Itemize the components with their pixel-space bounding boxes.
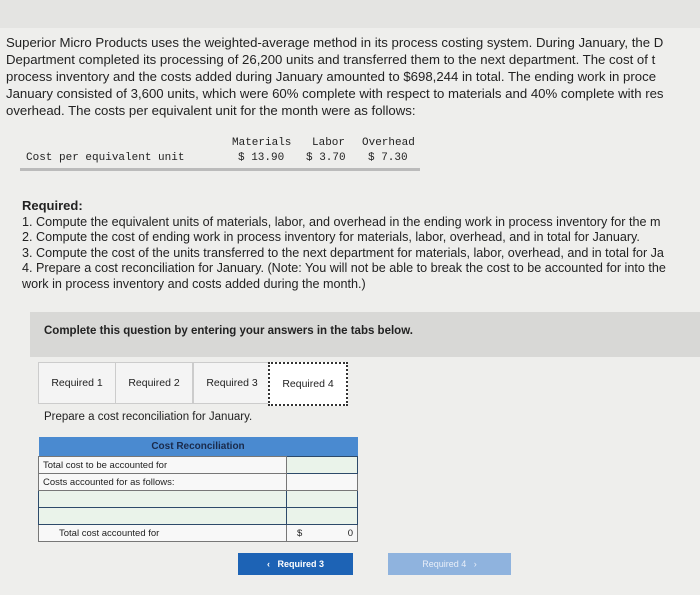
cost-item-amount-input-2[interactable] [287,508,358,525]
row-total-cost-to-account: Total cost to be accounted for [39,457,287,474]
problem-statement [6,34,700,119]
required-item: 4. Prepare a cost reconciliation for January. (Note: You will not be able to break the cost to be accounted for into the [22,261,666,275]
required-item: work in process inventory and costs added during the month.) [22,276,366,291]
header-labor: Labor [312,137,346,149]
intro-line: overhead. The costs per equivalent unit for the month were as follows: [6,103,416,118]
intro-line: January consisted of 3,600 units, which were 60% complete with respect to materials and 40% complete with res [6,86,664,101]
empty-cell [287,474,358,491]
row-costs-accounted-header: Costs accounted for as follows: [39,474,287,491]
total-value: 0 [347,527,353,539]
instruction-panel [30,312,700,357]
next-label: Required 4 [422,559,467,569]
table-rule [20,168,420,171]
cost-reconciliation-table [38,437,358,542]
top-bar [0,0,700,28]
required-item: 1. Compute the equivalent units of materials, labor, and overhead in the ending work in process inventory for the m [22,214,661,229]
cost-item-amount-input-1[interactable] [287,491,358,508]
total-cost-input[interactable] [287,457,358,474]
tab-required-2[interactable]: Required 2 [115,362,193,404]
instruction-text: Complete this question by entering your answers in the tabs below. [44,325,413,337]
intro-line: process inventory and the costs added during January amounted to $698,244 in total. The ending work in proce [6,69,657,84]
cost-item-label-input-1[interactable] [39,491,287,508]
next-required-4-button[interactable] [388,553,511,575]
header-materials: Materials [232,137,292,149]
required-section [22,198,666,292]
tab-required-4[interactable]: Required 4 [268,362,348,406]
cost-item-label-input-2[interactable] [39,508,287,525]
intro-line: Department completed its processing of 26,200 units and transferred them to the next department. The cost of t [6,52,656,67]
table-title: Cost Reconciliation [39,437,358,457]
tab-required-3[interactable]: Required 3 [193,362,271,404]
row-label: Cost per equivalent unit [26,152,185,164]
prev-label: Required 3 [277,559,324,569]
intro-line: Superior Micro Products uses the weighted-average method in its process costing system. During January, the D [6,35,664,50]
tab-prompt: Prepare a cost reconciliation for January. [44,411,253,423]
prev-required-3-button[interactable] [238,553,353,575]
required-item: 2. Compute the cost of ending work in process inventory for materials, labor, overhead, and in total for January. [22,230,640,244]
currency-symbol: $ [297,527,303,539]
total-accounted-value [287,525,358,542]
required-item: 3. Compute the cost of the units transferred to the next department for materials, labor, overhead, and in total for Ja [22,245,664,260]
chevron-left-icon: ‹ [266,559,278,569]
chevron-right-icon: › [466,559,477,569]
required-title: Required: [22,198,83,213]
tab-required-1[interactable]: Required 1 [38,362,116,404]
total-accounted-label: Total cost accounted for [39,525,287,542]
value-labor: $ 3.70 [306,152,346,164]
header-overhead: Overhead [362,137,415,149]
value-overhead: $ 7.30 [368,152,408,164]
value-materials: $ 13.90 [238,152,285,164]
